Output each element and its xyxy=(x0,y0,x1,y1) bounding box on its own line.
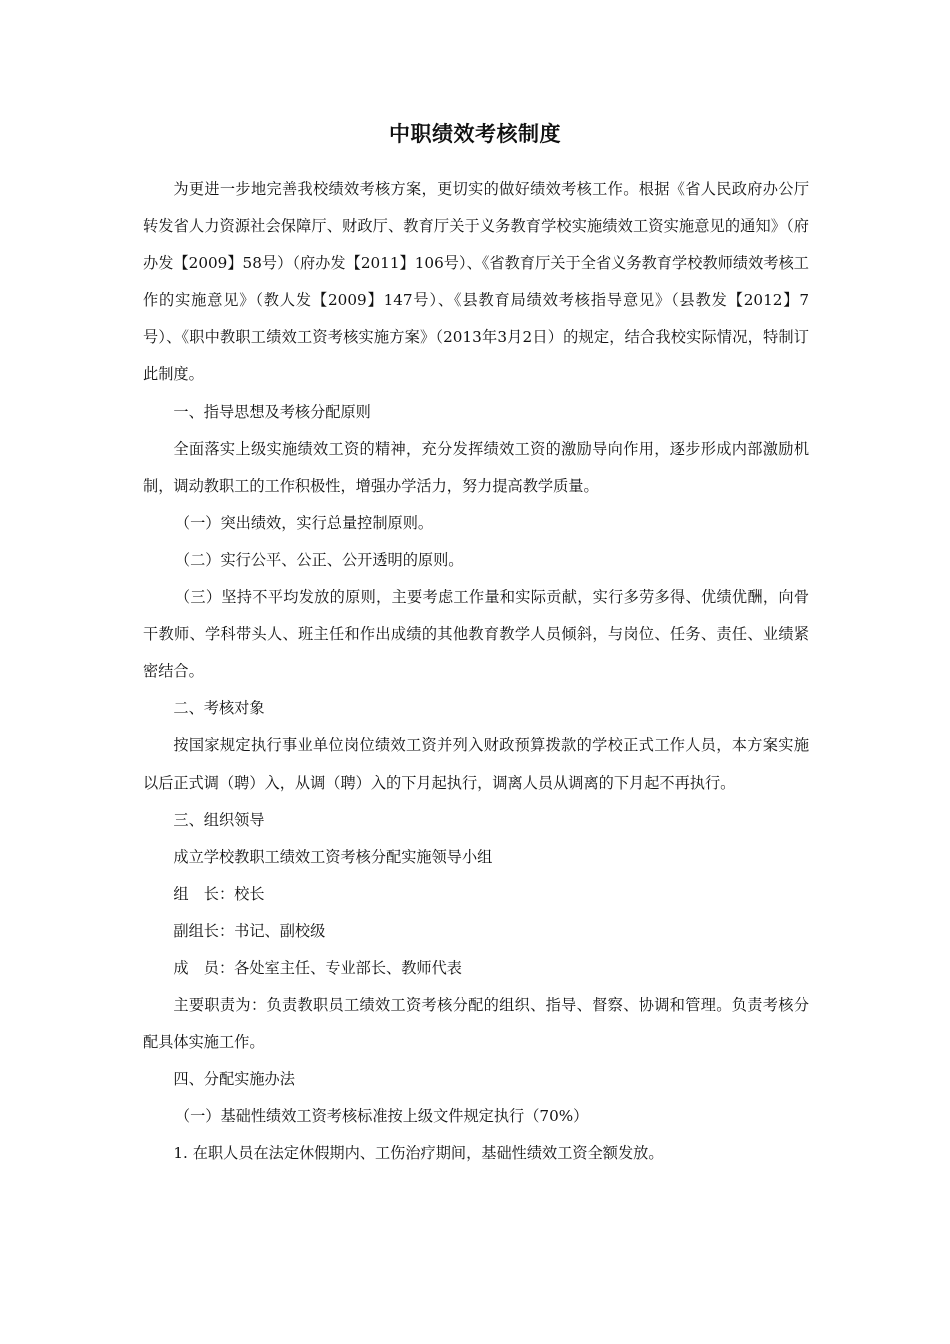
deputy-leader-line: 副组长：书记、副校级 xyxy=(173,921,326,940)
paragraph: 全面落实上级实施绩效工资的精神，充分发挥绩效工资的激励导向作用，逐步形成内部激励机制，调动教职工的工作积极性，增强办学活力，努力提高教学质量。 xyxy=(143,439,809,495)
principle-item: （一）突出绩效，实行总量控制原则。 xyxy=(174,513,434,532)
principle-item: （三）坚持不平均发放的原则，主要考虑工作量和实际贡献，实行多劳多得、优绩优酬，向骨干教师、学科带头人、班主任和作出成绩的其他教育教学人员倾斜，与岗位、任务、责任、业绩紧密结合。 xyxy=(143,588,809,681)
section-heading-3: 三、组织领导 xyxy=(173,810,265,829)
paragraph: 成立学校教职工绩效工资考核分配实施领导小组 xyxy=(173,847,493,866)
numbered-item: 1. 在职人员在法定休假期内、工伤治疗期间，基础性绩效工资全额发放。 xyxy=(173,1144,664,1163)
document-title: 中职绩效考核制度 xyxy=(389,122,561,146)
sub-heading: （一）基础性绩效工资考核标准按上级文件规定执行（70%） xyxy=(174,1107,589,1126)
section-heading-4: 四、分配实施办法 xyxy=(173,1070,295,1089)
intro-paragraph: 为更进一步地完善我校绩效考核方案，更切实的做好绩效考核工作。根据《省人民政府办公厅转发省人力资源社会保障厅、财政厅、教育厅关于义务教育学校实施绩效工资实施意见的通知》（府办发【2009】58号）（府办发【2011】106号）、《省教育厅关于全省义务教育学校教师绩效考核工作的实施意见》（教人发【2009】147号）、《县教育局绩效考核指导意见》（县教发【2012】7号）、《职中教职工绩效工资考核实施方案》（2013年3月2日）的规定，结合我校实际情况，特制订此制度。 xyxy=(143,180,809,384)
principle-item: （二）实行公平、公正、公开透明的原则。 xyxy=(174,550,464,569)
document-body xyxy=(143,171,809,1173)
members-line: 成 员：各处室主任、专业部长、教师代表 xyxy=(173,958,462,977)
paragraph: 主要职责为：负责教职员工绩效工资考核分配的组织、指导、督察、协调和管理。负责考核分配具体实施工作。 xyxy=(143,996,809,1052)
section-heading-2: 二、考核对象 xyxy=(173,699,265,718)
section-heading-1: 一、指导思想及考核分配原则 xyxy=(173,402,371,421)
leader-line: 组 长：校长 xyxy=(173,884,265,903)
paragraph: 按国家规定执行事业单位岗位绩效工资并列入财政预算拨款的学校正式工作人员，本方案实施以后正式调（聘）入，从调（聘）入的下月起执行，调离人员从调离的下月起不再执行。 xyxy=(143,736,809,792)
